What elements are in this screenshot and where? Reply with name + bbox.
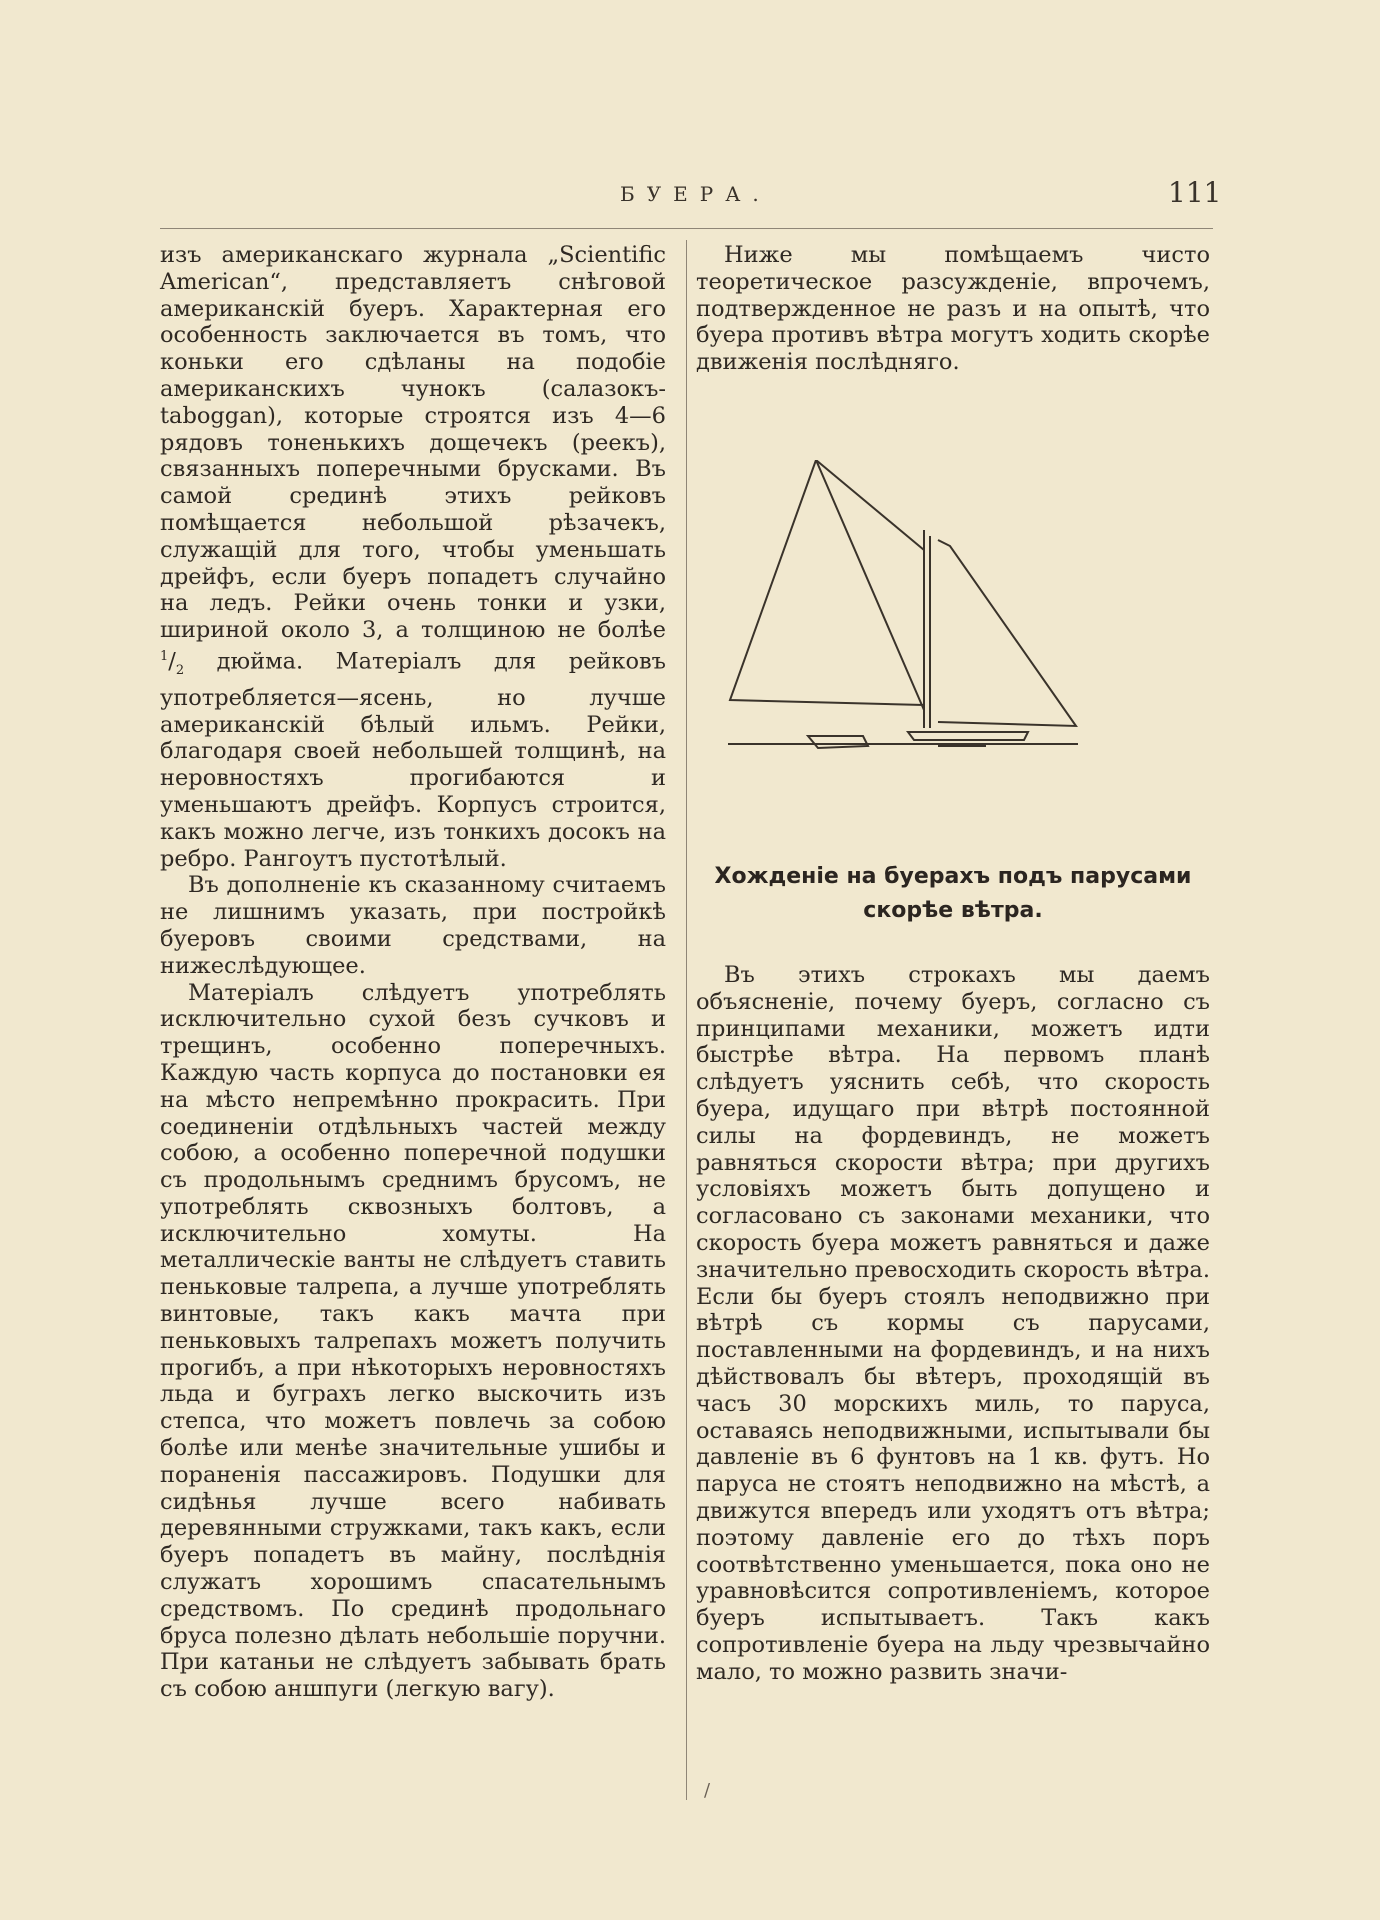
right-column-intro — [696, 242, 1210, 376]
fraction-slash: / — [168, 648, 176, 675]
right-column-body — [696, 962, 1210, 1686]
masthead-stay — [816, 460, 924, 550]
fraction-numerator: 1 — [160, 648, 169, 664]
paragraph-text: дюйма. Матеріалъ для рейковъ употребляется—ясень, но лучше американскій бѣлый ильмъ. Рейки, благодаря своей небольшей толщинѣ, на неровностяхъ прогибаются и уменьшаютъ дрейфъ. Корпусъ строится, какъ можно легче, изъ тонкихъ досокъ на ребро. Рангоутъ пустотѣлый. — [160, 648, 666, 872]
section-title-line: скорѣе вѣтра. — [863, 898, 1043, 923]
left-column — [160, 242, 666, 1703]
section-title-line: Хожденіе на буерахъ подъ парусами — [714, 864, 1192, 889]
hull-plank — [908, 732, 1028, 740]
paragraph: Въ этихъ строкахъ мы даемъ объясненіе, почему буеръ, согласно съ принципами механики, можетъ идти быстрѣе вѣтра. На первомъ планѣ слѣдуетъ уяснить себѣ, что скорость буера, идущаго при вѣтрѣ постоянной силы на фордевиндъ, не можетъ равняться скорости вѣтра; при другихъ условіяхъ можетъ быть допущено и согласовано съ законами механики, что скорость буера можетъ равняться и даже значительно превосходить скорость вѣтра. Если бы буеръ стоялъ неподвижно при вѣтрѣ съ кормы съ парусами, поставленными на фордевиндъ, и на нихъ дѣйствовалъ бы вѣтеръ, проходящій въ часъ 30 морскихъ миль, то паруса, оставаясь неподвижными, испытывали бы давленіе въ 6 фунтовъ на 1 кв. футъ. Но паруса не стоятъ неподвижно на мѣстѣ, а движутся впередъ или уходятъ отъ вѣтра; поэтому давленіе его до тѣхъ поръ соотвѣтственно уменьшается, пока оно не уравновѣсится сопротивленіемъ, которое буеръ испытываетъ. Такъ какъ сопротивленіе буера на льду чрезвычайно мало, то можно развить значи- — [696, 962, 1210, 1685]
column-divider — [686, 240, 687, 1800]
paragraph: Ниже мы помѣщаемъ чисто теоретическое разсужденіе, впрочемъ, подтвержденное не разъ и на опытѣ, что буера противъ вѣтра могутъ ходить скорѣе движенія послѣдняго. — [696, 242, 1210, 376]
running-title: БУЕРА. — [620, 182, 771, 206]
page-number: 111 — [1168, 176, 1222, 209]
paragraph: Матеріалъ слѣдуетъ употреблять исключительно сухой безъ сучковъ и трещинъ, особенно поперечныхъ. Каждую часть корпуса до постановки ея на мѣсто непремѣнно прокрасить. При соединеніи отдѣльныхъ частей между собою, а особенно поперечной подушки съ продольнымъ среднимъ брусомъ, не употреблять сквозныхъ болтовъ, а исключительно хомуты. На металлическіе ванты не слѣдуетъ ставить пеньковые талрепа, а лучше употреблять винтовые, такъ какъ мачта при пеньковыхъ талрепахъ можетъ получить прогибъ, а при нѣкоторыхъ неровностяхъ льда и буграхъ легко выскочить изъ степса, что можетъ повлечь за собою болѣе или менѣе значительные ушибы и пораненія пассажировъ. Подушки для сидѣнья лучше всего набивать деревянными стружками, такъ какъ, если буеръ попадетъ въ майну, послѣднія служатъ хорошимъ спасательнымъ средствомъ. По срединѣ продольнаго бруса полезно дѣлать небольшіе поручни. При катаньи не слѣдуетъ забывать брать съ собою аншпуги (легкую вагу). — [160, 979, 666, 1703]
runner-left — [808, 736, 868, 748]
paragraph — [160, 242, 666, 872]
paragraph-text: изъ американскаго журнала „Scientific American“, представляетъ снѣговой американскій буеръ. Характерная его особенность заключается въ томъ, что коньки его сдѣланы на подобіе американскихъ чунокъ (салазокъ-taboggan), которые строятся изъ 4—6 рядовъ тоненькихъ дощечекъ (реекъ), связанныхъ поперечными брусками. Въ самой срединѣ этихъ рейковъ помѣщается небольшой рѣзачекъ, служащій для того, чтобы уменьшать дрейфъ, если буеръ попадетъ случайно на ледъ. Рейки очень тонки и узки, шириной около 3, а толщиною не болѣе — [160, 242, 666, 644]
iceboat-sail-diagram-icon — [728, 460, 1188, 760]
stray-mark: / — [704, 1780, 711, 1801]
fraction-denominator: 2 — [175, 662, 185, 678]
section-title — [696, 860, 1210, 928]
header-rule — [160, 228, 1213, 229]
paragraph: Въ дополненіе къ сказанному считаемъ не лишнимъ указать, при постройкѣ буеровъ своими средствами, на нижеслѣдующее. — [160, 872, 666, 979]
mainsail-outline — [938, 540, 1076, 726]
jib-sail-outline — [730, 460, 924, 710]
